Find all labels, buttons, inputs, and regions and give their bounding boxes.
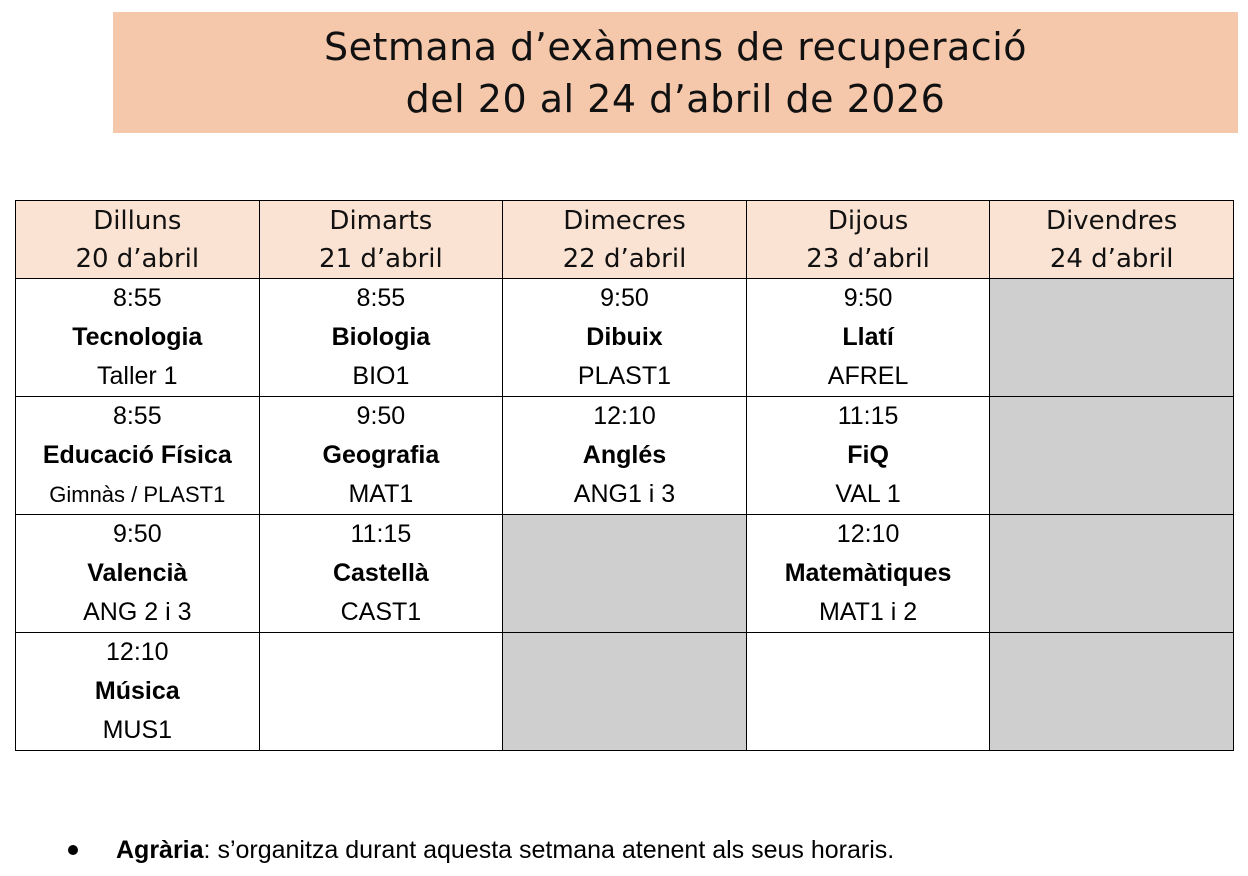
exam-subject: Biologia [331,323,431,351]
exam-subject: Llatí [842,323,894,351]
exam-room: PLAST1 [577,362,672,390]
title-banner [113,12,1238,133]
day-name: Dijous [827,205,909,236]
day-date: 20 d’abril [75,243,200,274]
exam-time: 8:55 [112,284,162,312]
note-text: : s’organitza durant aquesta setmana atenent als seus horaris. [203,836,895,864]
empty-cell [990,633,1234,751]
exam-subject: FiQ [847,441,889,469]
day-name: Dimecres [563,205,686,236]
header-row [16,201,1234,279]
empty-cell [503,515,747,633]
exam-cell [503,397,747,515]
exam-time: 9:50 [356,402,406,430]
exam-time: 12:10 [836,520,900,548]
table-row [16,397,1234,515]
exam-subject: Dibuix [586,323,663,351]
day-name: Dilluns [93,205,182,236]
exam-cell [16,279,260,397]
empty-cell [990,279,1234,397]
exam-room: ANG 2 i 3 [83,598,192,626]
day-header-tuesday [259,201,503,279]
day-name: Divendres [1046,205,1178,236]
exam-time: 9:50 [112,520,162,548]
day-date: 21 d’abril [319,243,443,274]
empty-cell [990,515,1234,633]
exam-room: AFREL [827,362,909,390]
empty-cell [259,633,503,751]
exam-room: BIO1 [352,362,410,390]
exam-time: 12:10 [106,638,169,666]
exam-time: 9:50 [843,284,893,312]
exam-cell [259,397,503,515]
day-header-monday [16,201,260,279]
exam-subject: Anglés [582,441,667,469]
exam-schedule-table [15,200,1234,751]
exam-cell [16,515,260,633]
exam-room: Gimnàs / PLAST1 [49,482,226,507]
note-bold-label: Agrària [116,836,204,864]
exam-time: 9:50 [600,284,649,312]
exam-time: 11:15 [837,402,899,430]
exam-room: MAT1 i 2 [818,598,918,626]
table-row [16,633,1234,751]
empty-cell [990,397,1234,515]
exam-room: VAL 1 [835,480,901,508]
bullet-icon [68,845,78,855]
day-date: 22 d’abril [562,243,687,274]
exam-subject: Geografia [322,441,440,469]
exam-subject: Tecnologia [72,323,203,351]
exam-cell [746,515,990,633]
exam-time: 12:10 [593,402,656,430]
day-header-wednesday [503,201,747,279]
day-header-friday [990,201,1234,279]
exam-time: 8:55 [356,284,406,312]
exam-cell [746,279,990,397]
exam-cell [746,397,990,515]
day-date: 24 d’abril [1049,243,1174,274]
exam-cell [16,397,260,515]
exam-cell [503,279,747,397]
table-row [16,279,1234,397]
exam-room: ANG1 i 3 [573,480,676,508]
exam-time: 11:15 [350,520,412,548]
day-name: Dimarts [329,205,433,236]
table-row [16,515,1234,633]
exam-cell [16,633,260,751]
exam-cell [259,279,503,397]
exam-room: Taller 1 [97,362,178,390]
exam-time: 8:55 [112,402,162,430]
title-line-2: del 20 al 24 d’abril de 2026 [405,76,946,121]
exam-room: MAT1 [348,480,414,508]
day-date: 23 d’abril [806,243,930,274]
exam-cell [259,515,503,633]
agraria-note [60,830,894,870]
exam-room: CAST1 [340,598,422,626]
title-line-1: Setmana d’exàmens de recuperació [323,24,1028,69]
exam-subject: Valencià [87,559,188,587]
empty-cell [503,633,747,751]
exam-subject: Matemàtiques [784,559,952,587]
exam-subject: Música [94,677,180,705]
exam-subject: Educació Física [42,441,232,469]
day-header-thursday [746,201,990,279]
exam-subject: Castellà [332,559,429,587]
exam-room: MUS1 [102,716,173,744]
empty-cell [746,633,990,751]
